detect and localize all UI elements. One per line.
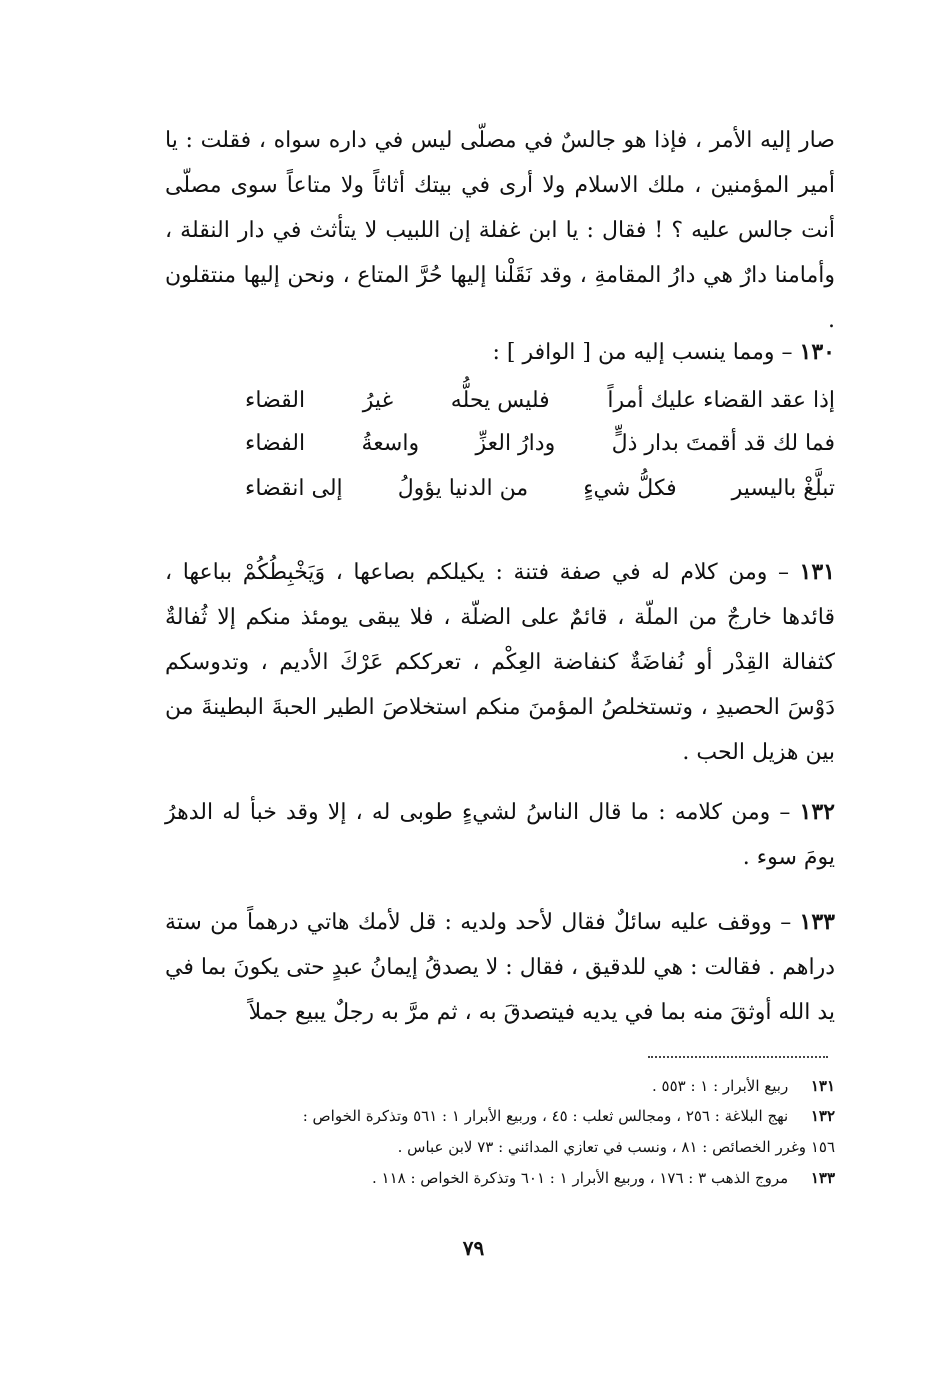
footnote-132-text: نهج البلاغة : ٢٥٦ ، ومجالس ثعلب : ٤٥ ، وربيع الأبرار ١ : ٥٦١ وتذكرة الخواص :: [302, 1107, 789, 1125]
poem-line-3-part-1: تبلَّغْ باليسير: [731, 476, 835, 501]
poem-line-3-part-2: فكلُّ شيءٍ: [583, 476, 677, 501]
item-133-text: – ووقف عليه سائلٌ فقال لأحد ولديه : قل لأمك هاتي درهماً من ستة دراهم . فقالت : هي للدقيق ، فقال : لا يصدقُ إيمانُ عبدٍ حتى يكونَ بما في يد الله أوثقَ منه بما في يديه فيتصدقَ به ، ثم مرَّ به رجلٌ يبيع جملاً: [165, 910, 835, 1025]
footnote-133: [155, 1166, 835, 1190]
poem-line-3-part-3: من الدنيا يؤولُ: [397, 476, 529, 501]
item-130-number: ١٣٠: [799, 339, 835, 365]
poem-line-1-part-2: فليس يحلُّه: [450, 388, 550, 413]
poem-line-1-part-1: إذا عقد القضاء عليك أمراً: [607, 388, 835, 413]
item-131: [165, 550, 835, 775]
item-133-number: ١٣٣: [799, 909, 835, 935]
footnote-132-continued-text: ١٥٦ وغرر الخصائص : ٨١ ، ونسب في تعازي المدائني : ٧٣ لابن عباس .: [397, 1138, 835, 1156]
poem-line-3-part-4: إلى انقضاء: [245, 476, 343, 501]
footnote-separator: [648, 1056, 828, 1058]
footnote-131-text: ربيع الأبرار : ١ : ٥٥٣ .: [651, 1077, 789, 1095]
item-132-number: ١٣٢: [799, 799, 835, 825]
poem-line-2: [245, 421, 835, 466]
poem-line-1-part-4: القضاء: [245, 388, 306, 413]
footnote-131: [155, 1074, 835, 1098]
footnote-133-number: ١٣٣: [810, 1169, 835, 1187]
item-130-text: – ومما ينسب إليه من [ الوافر ] :: [492, 340, 793, 365]
poem-line-1: [245, 378, 835, 423]
footnote-132: [155, 1104, 835, 1128]
poem-line-3: [245, 466, 835, 511]
footnote-132-continued: [215, 1135, 835, 1159]
poem-line-1-part-3: غيرُ: [362, 388, 394, 413]
poem-line-2-part-3: واسعةُ: [361, 431, 420, 456]
footnote-132-number: ١٣٢: [810, 1107, 835, 1125]
item-133: [165, 900, 835, 1035]
poem-line-2-part-2: ودارُ العزِّ: [475, 431, 556, 456]
poem-line-2-part-4: الفضاء: [245, 431, 306, 456]
intro-paragraph: صار إليه الأمر ، فإذا هو جالسٌ في مصلّى ليس في داره سواه ، فقلت : يا أمير المؤمنين ، ملك الاسلام ولا أرى في بيتك أثاثاً ولا متاعاً سوى مصلّى أنت جالس عليه ؟ ! فقال : يا ابن غفلة إن اللبيب لا يتأثث في دار النقلة ، وأمامنا دارٌ هي دارُ المقامةِ ، وقد نَقَلْنا إليها حُرَّ المتاع ، ونحن إليها منتقلون .: [165, 128, 835, 333]
item-131-text: – ومن كلام له في صفة فتنة : يكيلكم بصاعها ، وَيَخْبِطُكُمْ بباعها ، قائدها خارجٌ من الملّة ، قائمٌ على الضلّة ، فلا يبقى يومئذ منكم إلا ثُفالةٌ كثفالة القِدْر أو نُفاضَةٌ كنفاضة العِكْم ، تعرككم عَرْكَ الأديم ، وتدوسكم دَوْسَ الحصيدِ ، وتستخلصُ المؤمنَ منكم استخلاصَ الطير الحبةَ البطينةَ من بين هزيل الحب .: [165, 560, 835, 765]
footnote-133-text: مروج الذهب ٣ : ١٧٦ ، وربيع الأبرار ١ : ٦٠١ وتذكرة الخواص : ١١٨ .: [371, 1169, 789, 1187]
item-130: [165, 330, 835, 375]
item-132-text: – ومن كلامه : ما قال الناسُ لشيءٍ طوبى له ، إلا وقد خبأ له الدهرُ يومَ سوء .: [165, 800, 835, 870]
page-number: ٧٩: [462, 1236, 485, 1260]
poem-line-2-part-1: فما لك قد أقمتَ بدار ذلٍّ: [611, 431, 835, 456]
item-132: [165, 790, 835, 880]
item-131-number: ١٣١: [799, 559, 835, 585]
footnote-131-number: ١٣١: [810, 1077, 835, 1095]
